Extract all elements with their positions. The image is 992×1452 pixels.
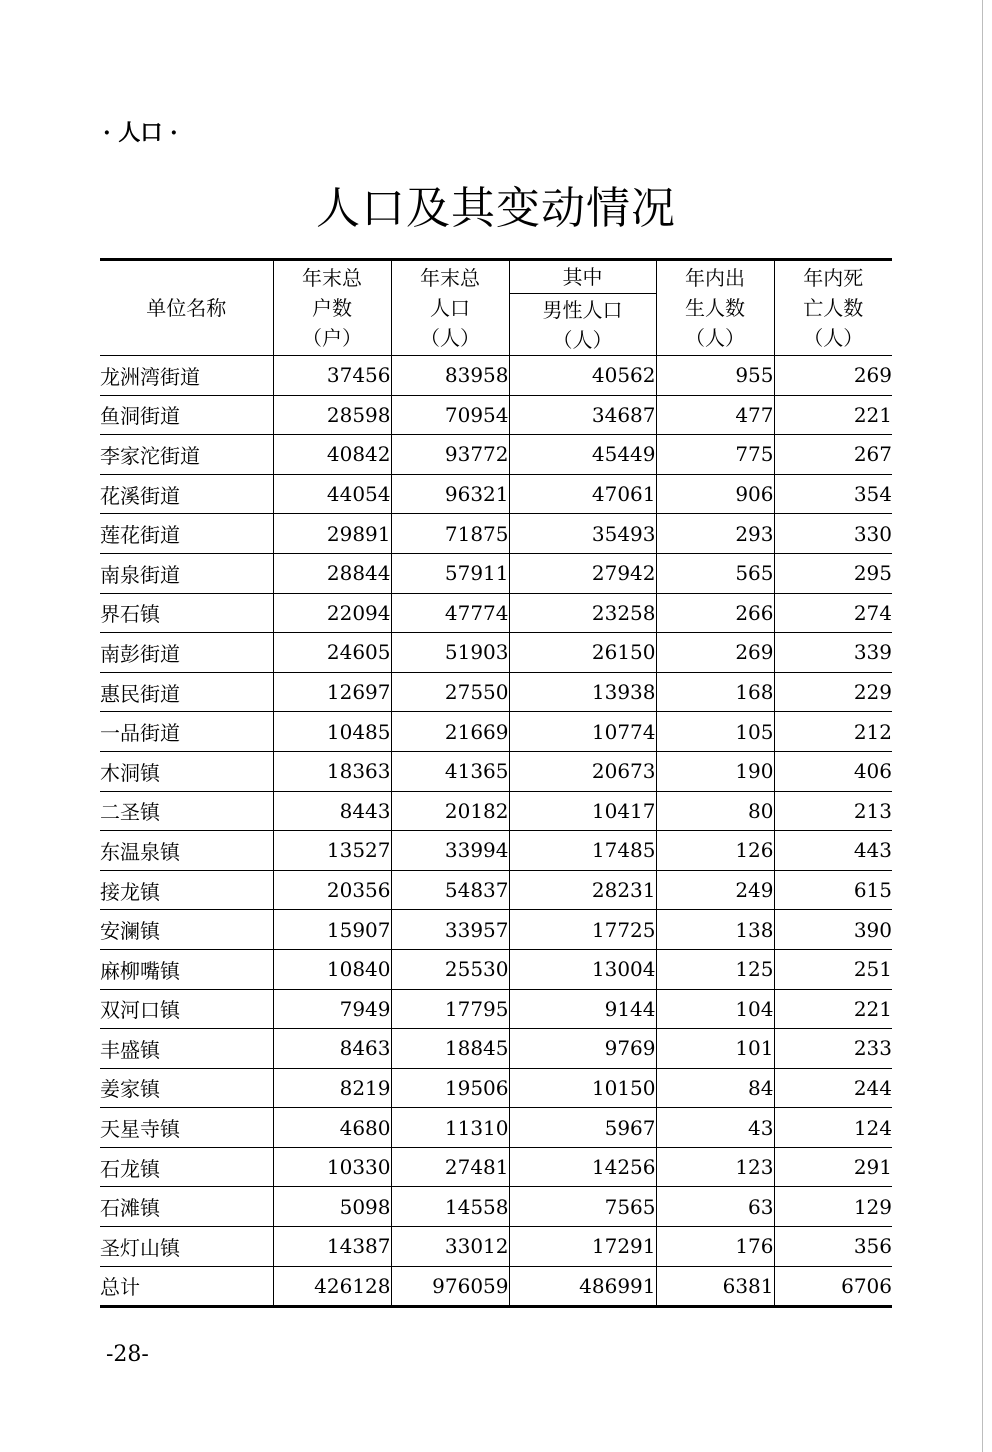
cell-population: 83958 [391, 356, 509, 396]
table-row [100, 870, 892, 910]
cell-households: 4680 [273, 1108, 391, 1148]
table-row [100, 1029, 892, 1069]
cell-population: 93772 [391, 435, 509, 475]
cell-unit-name: 南彭街道 [100, 633, 273, 673]
table-row [100, 1227, 892, 1267]
cell-population: 20182 [391, 791, 509, 831]
cell-births: 6381 [656, 1266, 774, 1307]
cell-male-population: 26150 [509, 633, 656, 673]
cell-births: 43 [656, 1108, 774, 1148]
cell-male-population: 9769 [509, 1029, 656, 1069]
cell-households: 29891 [273, 514, 391, 554]
header-deaths: 年内死 亡人数 （人） [774, 260, 892, 356]
cell-unit-name: 姜家镇 [100, 1068, 273, 1108]
cell-deaths: 221 [774, 989, 892, 1029]
header-births: 年内出 生人数 （人） [656, 260, 774, 356]
population-table [100, 258, 892, 1308]
table-row [100, 1068, 892, 1108]
cell-households: 40842 [273, 435, 391, 475]
cell-births: 293 [656, 514, 774, 554]
cell-households: 24605 [273, 633, 391, 673]
cell-male-population: 9144 [509, 989, 656, 1029]
cell-deaths: 233 [774, 1029, 892, 1069]
table-row [100, 712, 892, 752]
cell-households: 28844 [273, 553, 391, 593]
cell-unit-name: 接龙镇 [100, 870, 273, 910]
cell-unit-name: 石龙镇 [100, 1147, 273, 1187]
cell-households: 10330 [273, 1147, 391, 1187]
cell-population: 11310 [391, 1108, 509, 1148]
cell-unit-name: 花溪街道 [100, 474, 273, 514]
cell-population: 976059 [391, 1266, 509, 1307]
table-row [100, 474, 892, 514]
cell-households: 8219 [273, 1068, 391, 1108]
cell-unit-name: 龙洲湾街道 [100, 356, 273, 396]
cell-households: 15907 [273, 910, 391, 950]
cell-births: 266 [656, 593, 774, 633]
table-row [100, 791, 892, 831]
table-row [100, 949, 892, 989]
table-row [100, 751, 892, 791]
cell-male-population: 10417 [509, 791, 656, 831]
cell-households: 13527 [273, 831, 391, 871]
cell-population: 33994 [391, 831, 509, 871]
cell-households: 5098 [273, 1187, 391, 1227]
table-row [100, 514, 892, 554]
cell-deaths: 6706 [774, 1266, 892, 1307]
cell-unit-name: 鱼洞街道 [100, 395, 273, 435]
cell-households: 28598 [273, 395, 391, 435]
cell-male-population: 28231 [509, 870, 656, 910]
cell-households: 18363 [273, 751, 391, 791]
cell-unit-name: 东温泉镇 [100, 831, 273, 871]
cell-deaths: 267 [774, 435, 892, 475]
cell-households: 44054 [273, 474, 391, 514]
cell-unit-name: 天星寺镇 [100, 1108, 273, 1148]
cell-population: 17795 [391, 989, 509, 1029]
table-row [100, 593, 892, 633]
cell-births: 80 [656, 791, 774, 831]
cell-population: 19506 [391, 1068, 509, 1108]
cell-households: 10840 [273, 949, 391, 989]
table-row [100, 553, 892, 593]
cell-male-population: 17485 [509, 831, 656, 871]
cell-male-population: 486991 [509, 1266, 656, 1307]
page-number: -28- [106, 1342, 149, 1367]
cell-deaths: 615 [774, 870, 892, 910]
cell-unit-name: 安澜镇 [100, 910, 273, 950]
cell-male-population: 35493 [509, 514, 656, 554]
header-unit-name: 单位名称 [100, 260, 273, 356]
cell-male-population: 10774 [509, 712, 656, 752]
cell-births: 477 [656, 395, 774, 435]
table-row [100, 1187, 892, 1227]
cell-births: 138 [656, 910, 774, 950]
cell-deaths: 213 [774, 791, 892, 831]
cell-households: 12697 [273, 672, 391, 712]
cell-births: 168 [656, 672, 774, 712]
cell-births: 84 [656, 1068, 774, 1108]
cell-births: 123 [656, 1147, 774, 1187]
cell-population: 71875 [391, 514, 509, 554]
table-row [100, 435, 892, 475]
cell-unit-name: 石滩镇 [100, 1187, 273, 1227]
cell-births: 565 [656, 553, 774, 593]
cell-deaths: 291 [774, 1147, 892, 1187]
cell-male-population: 40562 [509, 356, 656, 396]
cell-births: 176 [656, 1227, 774, 1267]
header-population: 年末总 人口 （人） [391, 260, 509, 356]
cell-male-population: 34687 [509, 395, 656, 435]
header-of-which: 其中 [509, 260, 656, 294]
cell-unit-name: 莲花街道 [100, 514, 273, 554]
cell-households: 8443 [273, 791, 391, 831]
cell-births: 126 [656, 831, 774, 871]
cell-deaths: 244 [774, 1068, 892, 1108]
cell-population: 25530 [391, 949, 509, 989]
cell-births: 190 [656, 751, 774, 791]
table-row [100, 672, 892, 712]
cell-deaths: 124 [774, 1108, 892, 1148]
cell-deaths: 406 [774, 751, 892, 791]
cell-population: 14558 [391, 1187, 509, 1227]
cell-population: 96321 [391, 474, 509, 514]
cell-population: 21669 [391, 712, 509, 752]
cell-population: 27550 [391, 672, 509, 712]
cell-unit-name: 圣灯山镇 [100, 1227, 273, 1267]
cell-male-population: 7565 [509, 1187, 656, 1227]
table-row [100, 831, 892, 871]
cell-deaths: 129 [774, 1187, 892, 1227]
cell-deaths: 295 [774, 553, 892, 593]
cell-unit-name: 双河口镇 [100, 989, 273, 1029]
cell-deaths: 390 [774, 910, 892, 950]
cell-households: 426128 [273, 1266, 391, 1307]
cell-unit-name: 界石镇 [100, 593, 273, 633]
cell-male-population: 45449 [509, 435, 656, 475]
header-male-population: 男性人口 （人） [509, 294, 656, 356]
cell-births: 63 [656, 1187, 774, 1227]
cell-male-population: 14256 [509, 1147, 656, 1187]
cell-male-population: 17291 [509, 1227, 656, 1267]
cell-households: 10485 [273, 712, 391, 752]
cell-households: 20356 [273, 870, 391, 910]
cell-unit-name: 南泉街道 [100, 553, 273, 593]
cell-households: 7949 [273, 989, 391, 1029]
cell-deaths: 269 [774, 356, 892, 396]
cell-population: 18845 [391, 1029, 509, 1069]
cell-population: 41365 [391, 751, 509, 791]
cell-population: 47774 [391, 593, 509, 633]
cell-births: 775 [656, 435, 774, 475]
cell-male-population: 13004 [509, 949, 656, 989]
table-row [100, 1147, 892, 1187]
cell-population: 51903 [391, 633, 509, 673]
cell-deaths: 221 [774, 395, 892, 435]
cell-births: 269 [656, 633, 774, 673]
cell-unit-name: 丰盛镇 [100, 1029, 273, 1069]
cell-unit-name: 惠民街道 [100, 672, 273, 712]
cell-male-population: 10150 [509, 1068, 656, 1108]
cell-unit-name: 二圣镇 [100, 791, 273, 831]
cell-births: 101 [656, 1029, 774, 1069]
cell-births: 105 [656, 712, 774, 752]
table-row [100, 356, 892, 396]
cell-deaths: 354 [774, 474, 892, 514]
cell-deaths: 443 [774, 831, 892, 871]
cell-births: 906 [656, 474, 774, 514]
cell-male-population: 27942 [509, 553, 656, 593]
cell-households: 22094 [273, 593, 391, 633]
cell-deaths: 330 [774, 514, 892, 554]
cell-male-population: 5967 [509, 1108, 656, 1148]
cell-deaths: 229 [774, 672, 892, 712]
cell-population: 27481 [391, 1147, 509, 1187]
cell-population: 54837 [391, 870, 509, 910]
cell-births: 955 [656, 356, 774, 396]
cell-households: 37456 [273, 356, 391, 396]
cell-unit-name: 一品街道 [100, 712, 273, 752]
cell-male-population: 17725 [509, 910, 656, 950]
table-body [100, 356, 892, 1307]
section-tag: · 人口 · [103, 120, 178, 146]
cell-male-population: 20673 [509, 751, 656, 791]
cell-births: 125 [656, 949, 774, 989]
cell-population: 33012 [391, 1227, 509, 1267]
cell-population: 33957 [391, 910, 509, 950]
cell-births: 249 [656, 870, 774, 910]
table-row [100, 910, 892, 950]
cell-unit-name: 李家沱街道 [100, 435, 273, 475]
cell-deaths: 212 [774, 712, 892, 752]
cell-deaths: 339 [774, 633, 892, 673]
cell-households: 14387 [273, 1227, 391, 1267]
cell-population: 57911 [391, 553, 509, 593]
cell-deaths: 274 [774, 593, 892, 633]
total-row [100, 1266, 892, 1307]
cell-male-population: 47061 [509, 474, 656, 514]
cell-unit-name: 总计 [100, 1266, 273, 1307]
cell-population: 70954 [391, 395, 509, 435]
table-row [100, 989, 892, 1029]
cell-households: 8463 [273, 1029, 391, 1069]
header-households: 年末总 户数 （户） [273, 260, 391, 356]
cell-unit-name: 麻柳嘴镇 [100, 949, 273, 989]
cell-deaths: 251 [774, 949, 892, 989]
cell-births: 104 [656, 989, 774, 1029]
cell-male-population: 13938 [509, 672, 656, 712]
table-row [100, 395, 892, 435]
cell-unit-name: 木洞镇 [100, 751, 273, 791]
page-title: 人口及其变动情况 [316, 183, 676, 234]
table-row [100, 1108, 892, 1148]
cell-deaths: 356 [774, 1227, 892, 1267]
table-row [100, 633, 892, 673]
cell-male-population: 23258 [509, 593, 656, 633]
